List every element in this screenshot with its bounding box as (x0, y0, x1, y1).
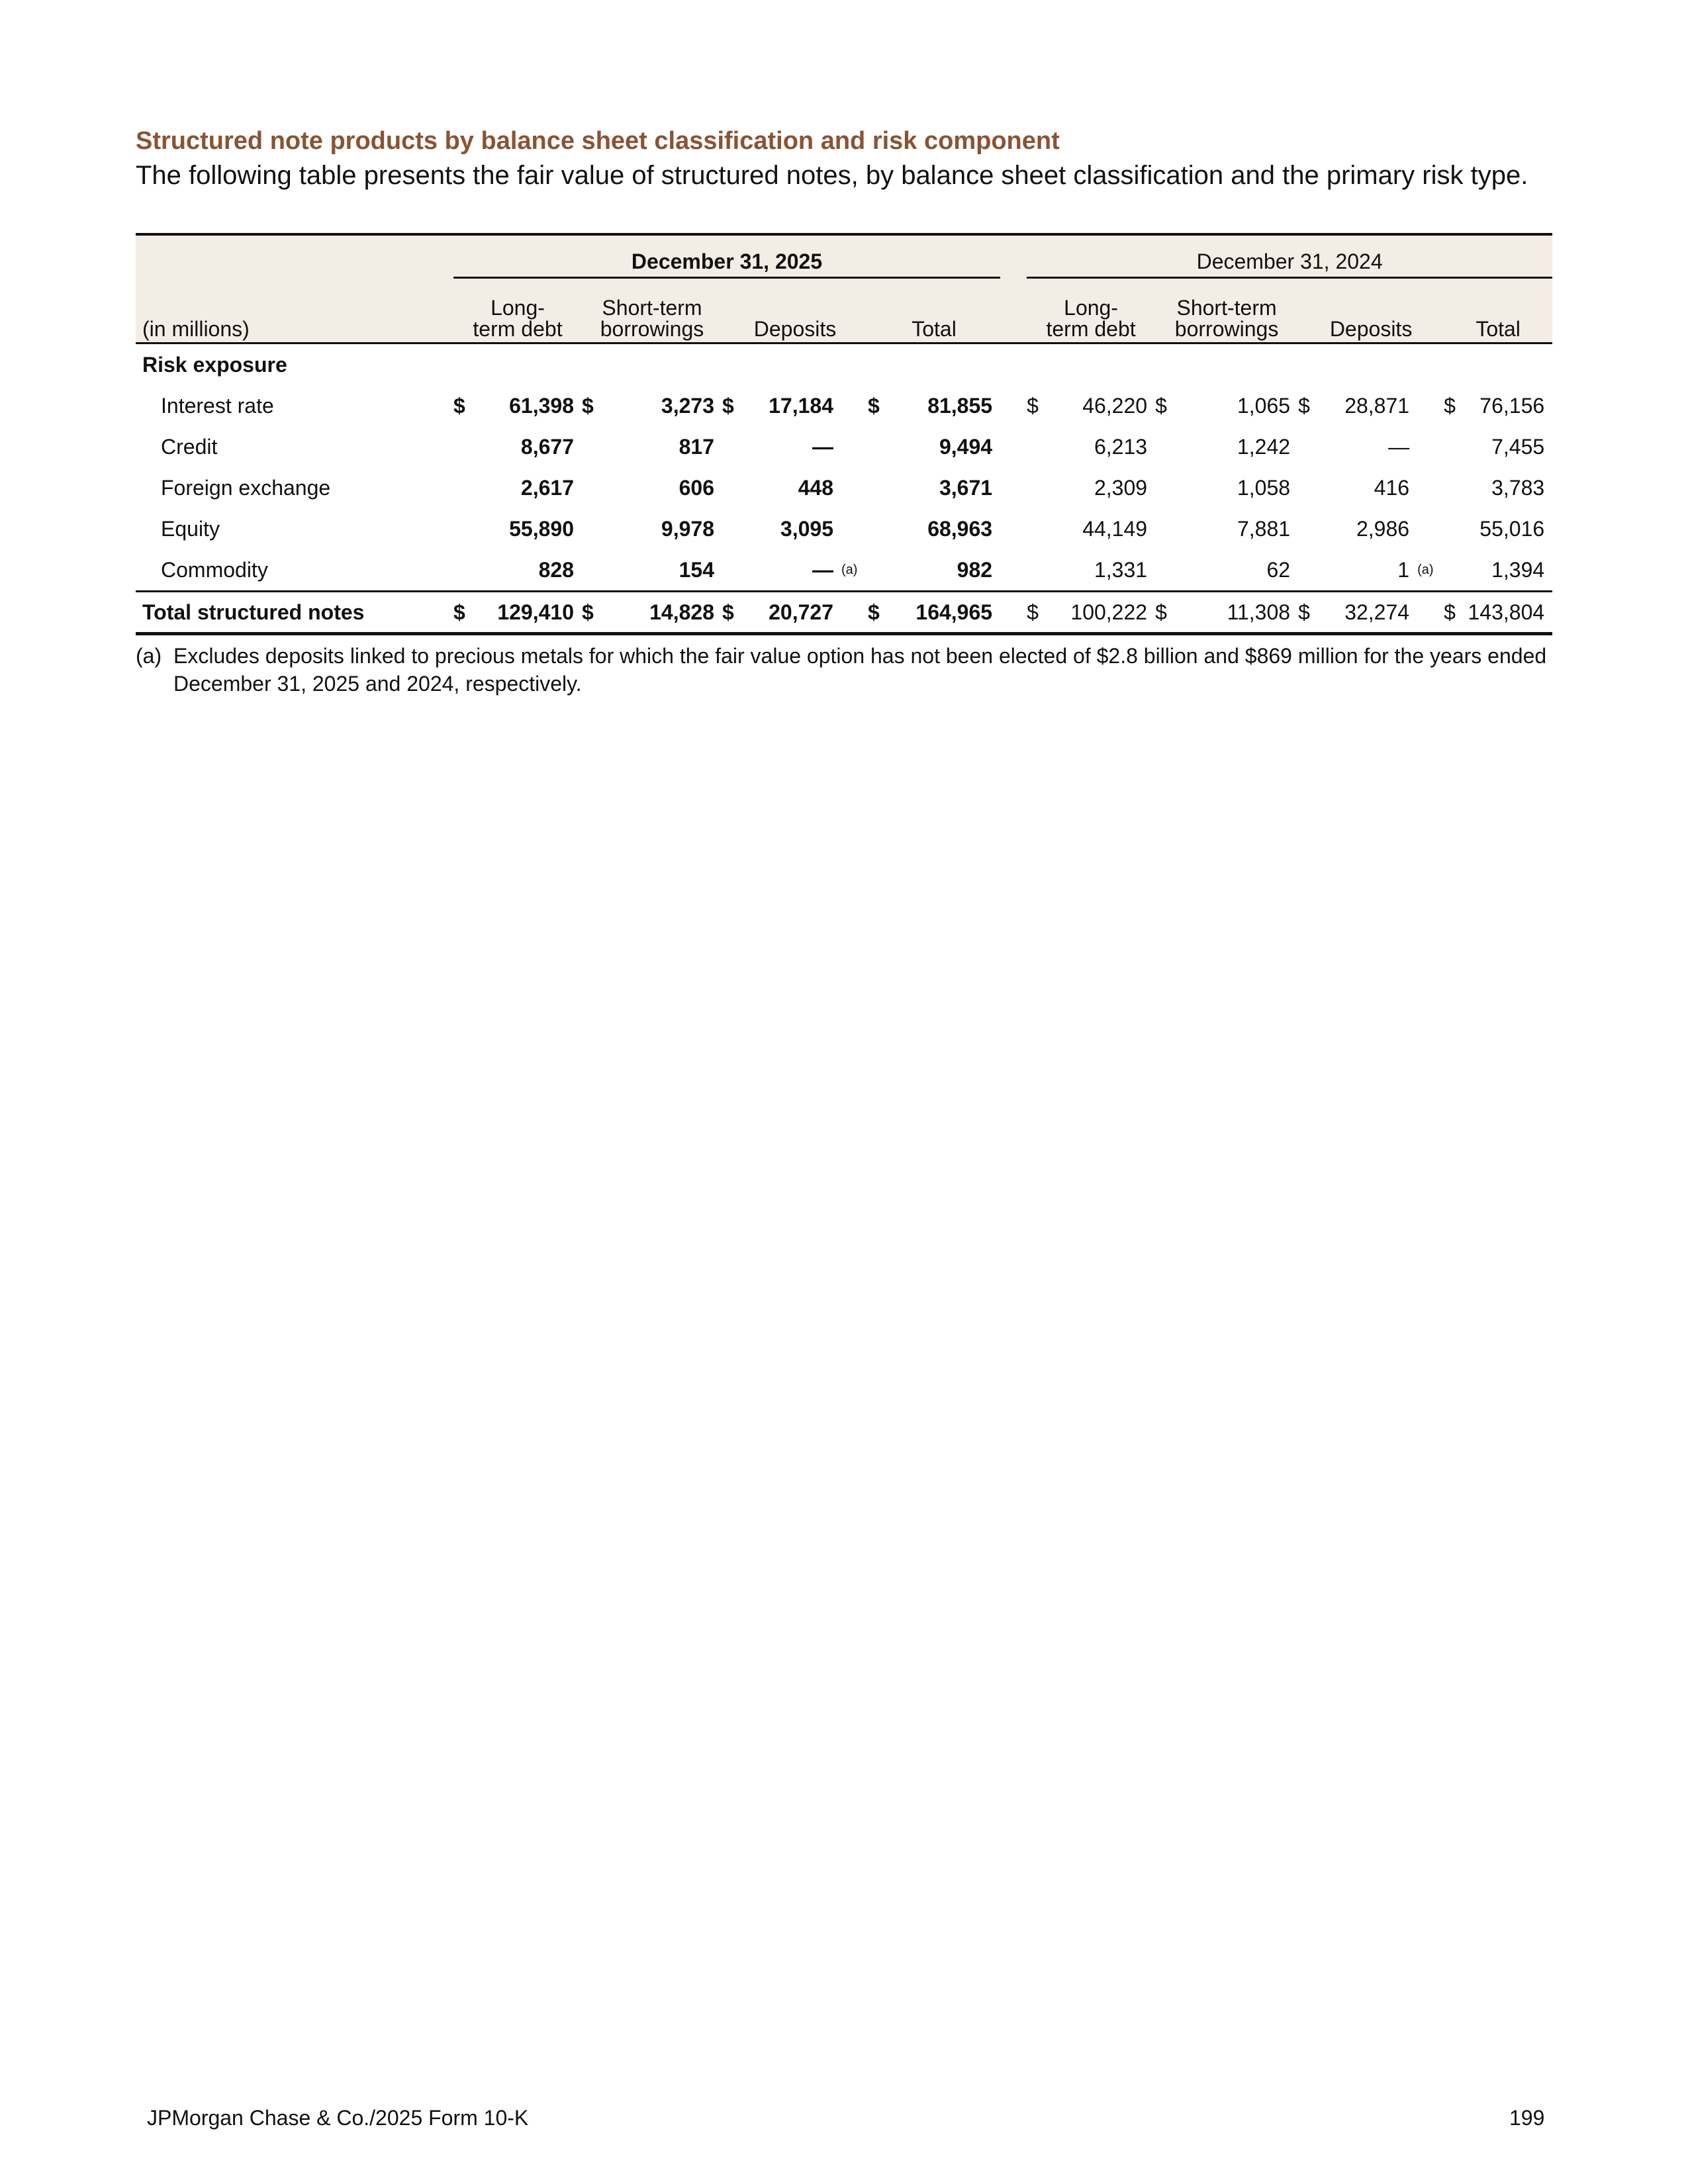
col-header-total-2024: Total (1444, 278, 1552, 343)
col-header-long-term-debt-2025: Long- term debt (453, 278, 582, 343)
col-header-long-term-debt-2024: Long- term debt (1027, 278, 1155, 343)
currency-symbol: $ (1298, 393, 1310, 418)
cell-total-2025: 164,965 (882, 592, 1000, 634)
section-label: Risk exposure (142, 352, 287, 377)
cell-deposits-2025: 20,727 (737, 592, 841, 634)
cell-total-2024: 3,783 (1491, 475, 1545, 500)
row-label: Commodity (161, 557, 268, 582)
cell-deposits-2024: 1 (1397, 557, 1410, 582)
cell-short-term-borrowings-2024: 62 (1266, 557, 1291, 582)
currency-symbol: $ (1155, 592, 1170, 634)
section-row-risk-exposure (136, 343, 1552, 386)
col-header-deposits-2025: Deposits (722, 278, 868, 343)
cell-short-term-borrowings-2024: 7,881 (1237, 516, 1291, 541)
cell-long-term-debt-2025: 828 (538, 557, 574, 582)
cell-long-term-debt-2024: 6,213 (1094, 434, 1148, 459)
cell-total-2025: 3,671 (939, 475, 993, 500)
cell-short-term-borrowings-2024: 1,058 (1237, 475, 1291, 500)
col-header-deposits-2024: Deposits (1298, 278, 1444, 343)
cell-short-term-borrowings-2024: 1,242 (1237, 434, 1291, 459)
cell-short-term-borrowings-2025: 606 (679, 475, 714, 500)
cell-deposits-2025: — (812, 434, 833, 459)
currency-symbol: $ (722, 393, 734, 418)
cell-total-2024: 7,455 (1491, 434, 1545, 459)
cell-long-term-debt-2025: 129,410 (468, 592, 582, 634)
currency-symbol: $ (453, 592, 468, 634)
cell-long-term-debt-2024: 44,149 (1082, 516, 1148, 541)
cell-total-2025: 9,494 (939, 434, 993, 459)
header-group-row (136, 234, 1552, 278)
currency-symbol: $ (1444, 592, 1458, 634)
structured-notes-table (136, 233, 1552, 635)
cell-long-term-debt-2025: 55,890 (509, 516, 574, 541)
col-header-total-2025: Total (868, 278, 1000, 343)
cell-total-2025: 68,963 (927, 516, 993, 541)
cell-deposits-2024: 2,986 (1356, 516, 1410, 541)
row-label: Credit (161, 434, 218, 459)
cell-short-term-borrowings-2025: 154 (679, 557, 714, 582)
currency-symbol: $ (1027, 592, 1041, 634)
cell-short-term-borrowings-2024: 1,065 (1237, 393, 1291, 418)
cell-deposits-2024: 32,274 (1313, 592, 1417, 634)
currency-symbol: $ (868, 393, 880, 418)
table-row-credit (136, 426, 1552, 467)
cell-long-term-debt-2024: 2,309 (1094, 475, 1148, 500)
currency-symbol: $ (1027, 393, 1039, 418)
cell-long-term-debt-2024: 100,222 (1041, 592, 1155, 634)
cell-total-2025: 982 (957, 557, 993, 582)
cell-total-2024: 1,394 (1491, 557, 1545, 582)
cell-deposits-2025: 3,095 (780, 516, 833, 541)
page-number: 199 (1509, 2106, 1545, 2130)
cell-short-term-borrowings-2025: 9,978 (661, 516, 714, 541)
cell-long-term-debt-2025: 2,617 (520, 475, 574, 500)
col-header-short-term-borrowings-2025: Short-term borrowings (582, 278, 722, 343)
footnote-text: Excludes deposits linked to precious metals for which the fair value option has not been elected of $2.8 billion and $869 million for the years ended December 31, 2025 and 2024, respectively. (173, 644, 1547, 696)
cell-total-2024: 76,156 (1479, 393, 1545, 418)
currency-symbol: $ (1444, 393, 1456, 418)
cell-long-term-debt-2024: 1,331 (1094, 557, 1148, 582)
table-row-interest-rate (136, 385, 1552, 426)
currency-symbol: $ (1155, 393, 1167, 418)
currency-symbol: $ (1298, 592, 1313, 634)
structured-notes-table-wrapper (136, 233, 1552, 635)
currency-symbol: $ (582, 592, 596, 634)
cell-deposits-2025: 448 (798, 475, 833, 500)
cell-long-term-debt-2024: 46,220 (1082, 393, 1148, 418)
cell-short-term-borrowings-2024: 11,308 (1170, 592, 1298, 634)
cell-long-term-debt-2025: 61,398 (509, 393, 574, 418)
row-label: Interest rate (161, 393, 274, 418)
row-label: Foreign exchange (161, 475, 331, 500)
intro-paragraph: The following table presents the fair value of structured notes, by balance sheet classification and the primary risk type. (136, 161, 1528, 190)
cell-short-term-borrowings-2025: 3,273 (661, 393, 714, 418)
header-column-row (136, 278, 1552, 343)
table-row-foreign-exchange (136, 467, 1552, 508)
col-header-short-term-borrowings-2024: Short-term borrowings (1155, 278, 1298, 343)
group-header-2024: December 31, 2024 (1027, 234, 1552, 278)
footnote (136, 642, 1552, 698)
section-heading: Structured note products by balance sheet classification and risk component (136, 127, 1060, 155)
table-row-equity (136, 508, 1552, 549)
cell-deposits-2024: 416 (1374, 475, 1410, 500)
cell-deposits-2024: 28,871 (1344, 393, 1410, 418)
page-footer-source: JPMorgan Chase & Co./2025 Form 10-K (147, 2106, 529, 2130)
footnote-reference-marker: (a) (841, 562, 858, 577)
footnote-marker: (a) (136, 644, 162, 668)
currency-symbol: $ (868, 592, 882, 634)
row-label: Total structured notes (136, 592, 453, 634)
group-header-2025: December 31, 2025 (453, 234, 1000, 278)
cell-short-term-borrowings-2025: 14,828 (596, 592, 722, 634)
units-label: (in millions) (136, 278, 453, 343)
footnote-reference-marker: (a) (1417, 562, 1434, 577)
cell-total-2025: 81,855 (927, 393, 993, 418)
currency-symbol: $ (722, 592, 737, 634)
cell-long-term-debt-2025: 8,677 (520, 434, 574, 459)
table-row-total (136, 592, 1552, 634)
cell-deposits-2024: — (1388, 434, 1410, 459)
cell-short-term-borrowings-2025: 817 (679, 434, 714, 459)
cell-deposits-2025: 17,184 (769, 393, 833, 418)
cell-deposits-2025: — (812, 557, 833, 582)
currency-symbol: $ (582, 393, 594, 418)
row-label: Equity (161, 516, 220, 541)
currency-symbol: $ (453, 393, 465, 418)
cell-total-2024: 55,016 (1479, 516, 1545, 541)
table-row-commodity (136, 549, 1552, 592)
cell-total-2024: 143,804 (1458, 592, 1552, 634)
